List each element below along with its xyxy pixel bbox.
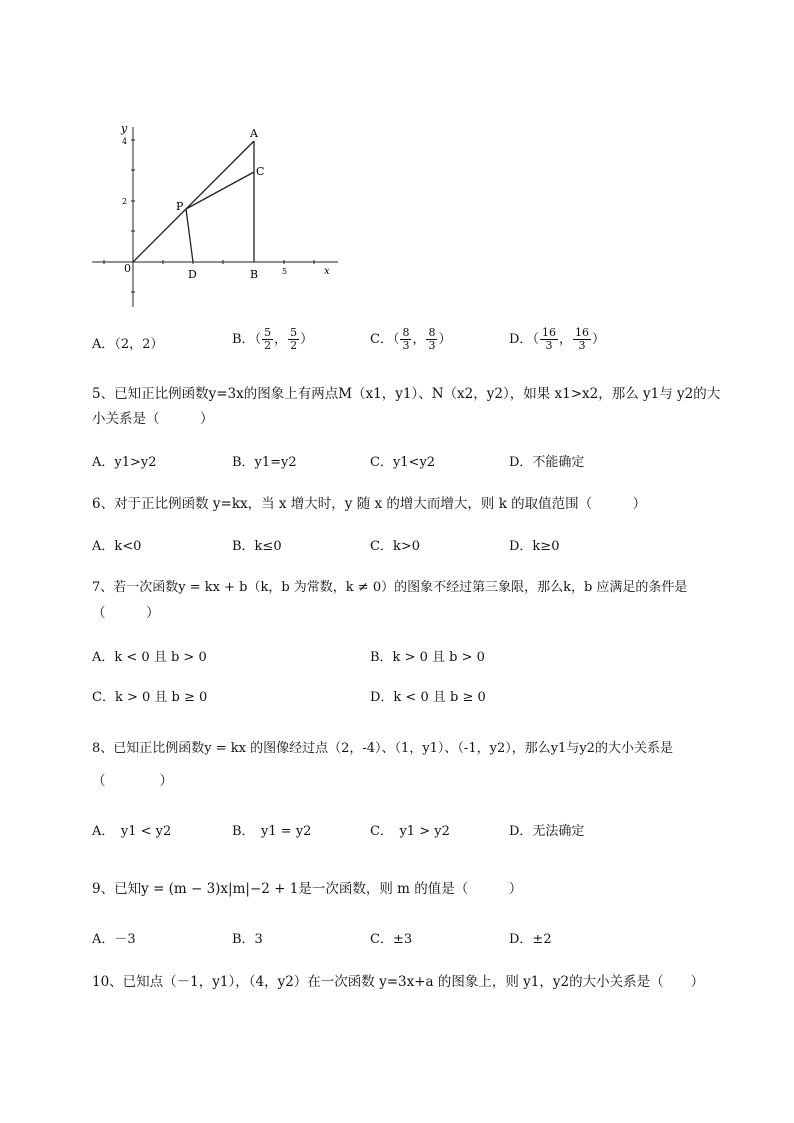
q4-option-c[interactable]: C．（ $\frac{8}{3}$ ， $\frac{8}{3}$ ） [370, 326, 452, 352]
tick-2: 2 [122, 197, 128, 206]
q10-stem-line1: 10、已知点（－1，y1），（4，y2）在一次函数 y=3x+a 的图象上，则 y1，y2的大小关系是（ ） [92, 974, 705, 990]
q4-option-d[interactable]: D．（ $\frac{16}{3}$ ， $\frac{16}{3}$ ） [509, 326, 605, 352]
q8-stem-line2: （ ） [92, 773, 173, 789]
q6-option-d[interactable]: D．k≥0 [509, 539, 560, 554]
q5-option-c[interactable]: C．y1<y2 [370, 455, 436, 470]
q8-option-b[interactable]: B． y1 = y2 [232, 824, 312, 839]
q7-stem-line1: 7、若一次函数y = kx + b（k，b 为常数，k ≠ 0）的图象不经过第三象限，那么k，b 应满足的条件是 [92, 580, 688, 595]
q9-option-d[interactable]: D．±2 [509, 932, 552, 947]
q4-option-a[interactable]: A．（2，2） [92, 337, 164, 352]
q8-stem-line1: 8、已知正比例函数y = kx 的图像经过点（2，-4）、（1，y1）、（-1，y2），那么y1与y2的大小关系是 [92, 741, 673, 756]
q7-option-c[interactable]: C．k > 0 且 b ≥ 0 [92, 690, 208, 705]
label-P: P [176, 200, 184, 213]
label-C: C [256, 165, 265, 178]
q7-option-d[interactable]: D．k < 0 且 b ≥ 0 [370, 690, 486, 705]
q7-option-b[interactable]: B．k > 0 且 b > 0 [370, 650, 485, 665]
label-origin: 0 [124, 262, 131, 275]
q9-option-b[interactable]: B．3 [232, 932, 263, 947]
q7-stem-line2: （ ） [92, 605, 160, 621]
label-x: x [324, 266, 330, 277]
q6-stem-line1: 6、对于正比例函数 y=kx，当 x 增大时，y 随 x 的增大而增大，则 k 的取值范围（ ） [92, 496, 647, 512]
q8-option-d[interactable]: D．无法确定 [509, 824, 585, 839]
q6-option-c[interactable]: C．k>0 [370, 539, 420, 554]
line-PC [186, 172, 254, 209]
fraction: $\frac{5}{2}$ [264, 326, 272, 352]
line-PD [186, 209, 193, 262]
line-OA [133, 141, 254, 262]
q8-option-c[interactable]: C． y1 > y2 [370, 824, 450, 839]
label-A: A [250, 127, 258, 140]
tick-5: 5 [282, 267, 288, 276]
label-B: B [250, 268, 259, 281]
q9-stem-line1: 9、已知y = (m − 3)x|m|−2 + 1是一次函数，则 m 的值是（ ） [92, 881, 523, 897]
q6-option-a[interactable]: A．k<0 [92, 539, 142, 554]
q8-option-a[interactable]: A． y1 < y2 [92, 824, 172, 839]
fraction: $\frac{5}{2}$ [290, 326, 298, 352]
q5-stem-line1: 5、已知正比例函数y=3x的图象上有两点M（x1，y1）、N（x2，y2），如果 x1>x2，那么 y1与 y2的大 [92, 386, 721, 402]
q7-option-a[interactable]: A．k < 0 且 b > 0 [92, 650, 207, 665]
fraction: $\frac{16}{3}$ [541, 326, 556, 352]
q5-option-a[interactable]: A．y1>y2 [92, 455, 157, 470]
q9-option-c[interactable]: C．±3 [370, 932, 413, 947]
q4-option-b[interactable]: B．（ $\frac{5}{2}$ ， $\frac{5}{2}$ ） [232, 326, 314, 352]
label-y: y [121, 122, 128, 135]
q5-stem-line2: 小关系是（ ） [92, 411, 214, 427]
q6-option-b[interactable]: B．k≤0 [232, 539, 282, 554]
label-D: D [188, 268, 197, 281]
fraction: $\frac{8}{3}$ [402, 326, 410, 352]
q9-option-a[interactable]: A．－3 [92, 932, 136, 947]
fraction: $\frac{8}{3}$ [428, 326, 436, 352]
fraction: $\frac{16}{3}$ [574, 326, 589, 352]
coordinate-figure [88, 115, 348, 315]
q5-option-d[interactable]: D．不能确定 [509, 455, 585, 470]
q5-option-b[interactable]: B．y1=y2 [232, 455, 297, 470]
tick-4: 4 [122, 137, 128, 146]
